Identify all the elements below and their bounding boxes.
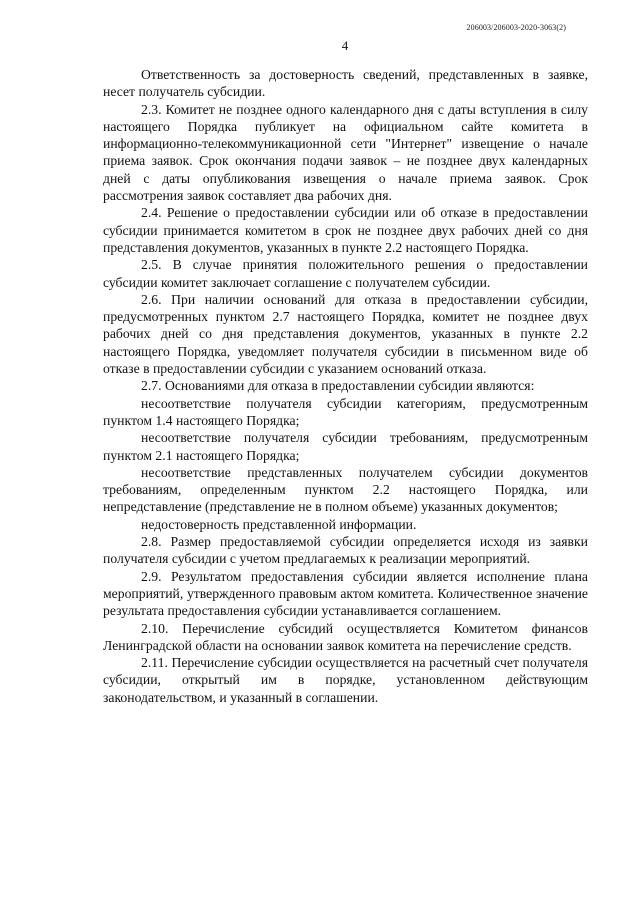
- paragraph-2-6: 2.6. При наличии оснований для отказа в предоставлении субсидии, предусмотренных пунктом 2.7 настоящего Порядка, комитет не позднее двух рабочих дней со дня представления документов, указанных в пункте 2.2 настоящего Порядка, уведомляет получателя субсидии в письменном виде об отказе в предоставлении субсидии с указанием оснований отказа.: [103, 291, 588, 377]
- document-id: 206003/206003-2020-3063(2): [466, 23, 566, 32]
- paragraph-2-9: 2.9. Результатом предоставления субсидии является исполнение плана мероприятий, утвержденного правовым актом комитета. Количественное значение результата предоставления субсидии устанавливается соглашением.: [103, 568, 588, 619]
- document-body: [103, 66, 588, 706]
- paragraph-responsibility: Ответственность за достоверность сведений, представленных в заявке, несет получатель субсидии.: [103, 67, 588, 100]
- paragraph-2-3: 2.3. Комитет не позднее одного календарного дня с даты вступления в силу настоящего Порядка публикует на официальном сайте комитета в информационно-телекоммуникационной сети "Интернет" извещение о начале приема заявок. Срок окончания подачи заявок – не позднее двух календарных дней с даты опубликования извещения о начале приема заявок. Срок рассмотрения заявок составляет два рабочих дня.: [103, 101, 588, 204]
- refusal-ground-requirements: несоответствие получателя субсидии требованиям, предусмотренным пунктом 2.1 настоящего Порядка;: [103, 430, 588, 463]
- refusal-ground-category: несоответствие получателя субсидии категориям, предусмотренным пунктом 1.4 настоящего Порядка;: [103, 395, 588, 428]
- page-number: 4: [341, 38, 349, 53]
- paragraph-2-10: 2.10. Перечисление субсидий осуществляется Комитетом финансов Ленинградской области на основании заявок комитета на перечисление средств.: [103, 620, 588, 653]
- paragraph-2-7: 2.7. Основаниями для отказа в предоставлении субсидии являются:: [141, 378, 535, 394]
- paragraph-2-4: 2.4. Решение о предоставлении субсидии или об отказе в предоставлении субсидии принимается комитетом в срок не позднее двух рабочих дней со дня представления документов, указанных в пункте 2.2 настоящего Порядка.: [103, 205, 588, 255]
- paragraph-2-5: 2.5. В случае принятия положительного решения о предоставлении субсидии комитет заключает соглашение с получателем субсидии.: [103, 257, 588, 290]
- paragraph-2-11: 2.11. Перечисление субсидии осуществляется на расчетный счет получателя субсидии, открытый им в порядке, установленном действующим законодательством, и указанный в соглашении.: [103, 655, 588, 705]
- refusal-ground-documents: несоответствие представленных получателем субсидии документов требованиям, определенным пунктом 2.2 настоящего Порядка, или непредставление (представление не в полном объеме) указанных документов;: [103, 464, 588, 515]
- refusal-ground-false-info: недостоверность представленной информации.: [141, 516, 417, 532]
- paragraph-2-8: 2.8. Размер предоставляемой субсидии определяется исходя из заявки получателя субсидии с учетом предлагаемых к реализации мероприятий.: [103, 534, 588, 567]
